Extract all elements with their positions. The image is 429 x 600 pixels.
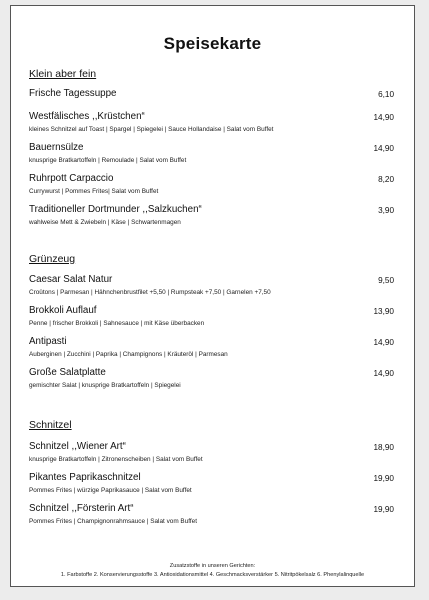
menu-item [29, 274, 394, 296]
section-heading-gruenzeug: Grünzeug [29, 253, 76, 265]
menu-item [29, 204, 394, 226]
menu-item [29, 305, 394, 327]
item-price: 18,90 [373, 443, 394, 452]
menu-item [29, 88, 394, 102]
item-price: 6,10 [378, 90, 394, 99]
additives-footnote [11, 562, 414, 580]
menu-item [29, 173, 394, 195]
menu-item [29, 472, 394, 494]
item-description: Currywurst | Pommes Frites| Salat vom Buffet [29, 188, 159, 195]
item-price: 3,90 [378, 206, 394, 215]
item-description: Pommes Frites | würzige Paprikasauce | Salat vom Buffet [29, 487, 192, 494]
menu-item [29, 142, 394, 164]
item-name: Große Salatplatte [29, 367, 106, 378]
item-price: 14,90 [373, 113, 394, 122]
item-description: wahlweise Mett & Zwiebeln | Käse | Schwartenmagen [29, 219, 181, 226]
item-name: Frische Tagessuppe [29, 88, 117, 99]
item-description: Penne | frischer Brokkoli | Sahnesauce | mit Käse überbacken [29, 320, 205, 327]
menu-page [10, 5, 415, 587]
item-description: Croûtons | Parmesan | Hähnchenbrustfilet +5,50 | Rumpsteak +7,50 | Garnelen +7,50 [29, 289, 271, 296]
item-name: Ruhrpott Carpaccio [29, 173, 114, 184]
item-description: knusprige Bratkartoffeln | Remoulade | Salat vom Buffet [29, 157, 187, 164]
item-name: Pikantes Paprikaschnitzel [29, 472, 141, 483]
menu-item [29, 111, 394, 133]
item-price: 13,90 [373, 307, 394, 316]
menu-item [29, 367, 394, 389]
item-price: 19,90 [373, 505, 394, 514]
footnote-text: 1. Farbstoffe 2. Konservierungsstoffe 3. Antioxidationsmittel 4. Geschmacksverstärker 5. Nitritpökelsalz 6. Phenylalinquelle [60, 572, 365, 578]
item-price: 8,20 [378, 175, 394, 184]
item-price: 14,90 [373, 338, 394, 347]
section-heading-schnitzel: Schnitzel [29, 419, 72, 431]
item-name: Traditioneller Dortmunder ,,Salzkuchen“ [29, 204, 202, 215]
menu-item [29, 336, 394, 358]
item-description: kleines Schnitzel auf Toast | Spargel | Spiegelei | Sauce Hollandaise | Salat vom Buffet [29, 126, 274, 133]
item-name: Westfälisches ,,Krüstchen“ [29, 111, 145, 122]
item-description: Auberginen | Zucchini | Paprika | Champignons | Kräuteröl | Parmesan [29, 351, 228, 358]
item-description: knusprige Bratkartoffeln | Zitronenscheiben | Salat vom Buffet [29, 456, 203, 463]
item-description: gemischter Salat | knusprige Bratkartoffeln | Spiegelei [29, 382, 181, 389]
item-name: Schnitzel ,,Försterin Art“ [29, 503, 134, 514]
page-title: Speisekarte [163, 34, 262, 53]
item-price: 19,90 [373, 474, 394, 483]
item-name: Brokkoli Auflauf [29, 305, 97, 316]
menu-item [29, 441, 394, 463]
item-price: 14,90 [373, 369, 394, 378]
item-price: 9,50 [378, 276, 394, 285]
section-heading-klein-aber-fein: Klein aber fein [29, 68, 97, 80]
footnote-heading: Zusatzstoffe in unseren Gerichten: [169, 563, 256, 569]
menu-item [29, 503, 394, 525]
item-description: Pommes Frites | Champignonrahmsauce | Salat vom Buffet [29, 518, 198, 525]
item-name: Antipasti [29, 336, 67, 347]
item-price: 14,90 [373, 144, 394, 153]
item-name: Schnitzel ,,Wiener Art“ [29, 441, 126, 452]
item-name: Caesar Salat Natur [29, 274, 113, 285]
item-name: Bauernsülze [29, 142, 84, 153]
